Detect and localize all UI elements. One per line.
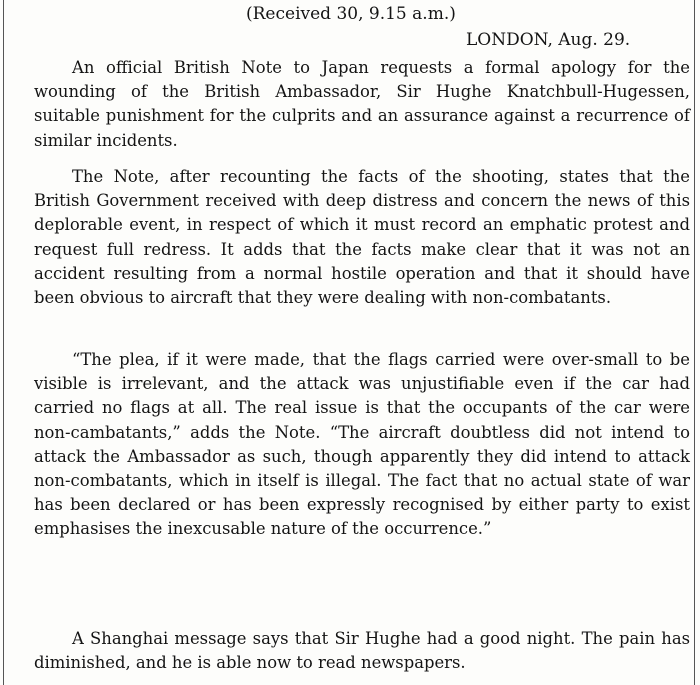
paragraph-1: An official British Note to Japan requests a formal apology for the wounding of the British Ambassador, Sir Hughe Knatchbull-Hugessen, suitable punishment for the culprits and an assurance against a recurrence of similar incidents. <box>34 58 690 150</box>
left-margin-rule <box>3 0 4 685</box>
paragraph-2: The Note, after recounting the facts of the shooting, states that the British Government received with deep distress and concern the news of this deplorable event, in respect of which it must record an emphatic protest and request full redress. It adds that the facts make clear that it was not an accident resulting from a normal hostile operation and that it should have been obvious to aircraft that they were dealing with non-combatants. <box>34 167 690 308</box>
right-margin-rule <box>694 0 695 685</box>
paragraph-4: A Shanghai message says that Sir Hughe had a good night. The pain has diminished, and he is able now to read newspapers. <box>34 629 690 673</box>
paragraph-3: “The plea, if it were made, that the flags carried were over-small to be visible is irrelevant, and the attack was unjustifiable even if the car had carried no flags at all. The real issue is that the occupants of the car were non-cambatants,” adds the Note. “The aircraft doubtless did not intend to attack the Ambassador as such, though apparently they did intend to attack non-combatants, which in itself is illegal. The fact that no actual state of war has been declared or has been expressly recognised by either party to exist emphasises the inexcusable nature of the occurrence.” <box>34 350 690 539</box>
received-timestamp: (Received 30, 9.15 a.m.) <box>246 4 456 24</box>
dateline: LONDON, Aug. 29. <box>466 30 631 50</box>
